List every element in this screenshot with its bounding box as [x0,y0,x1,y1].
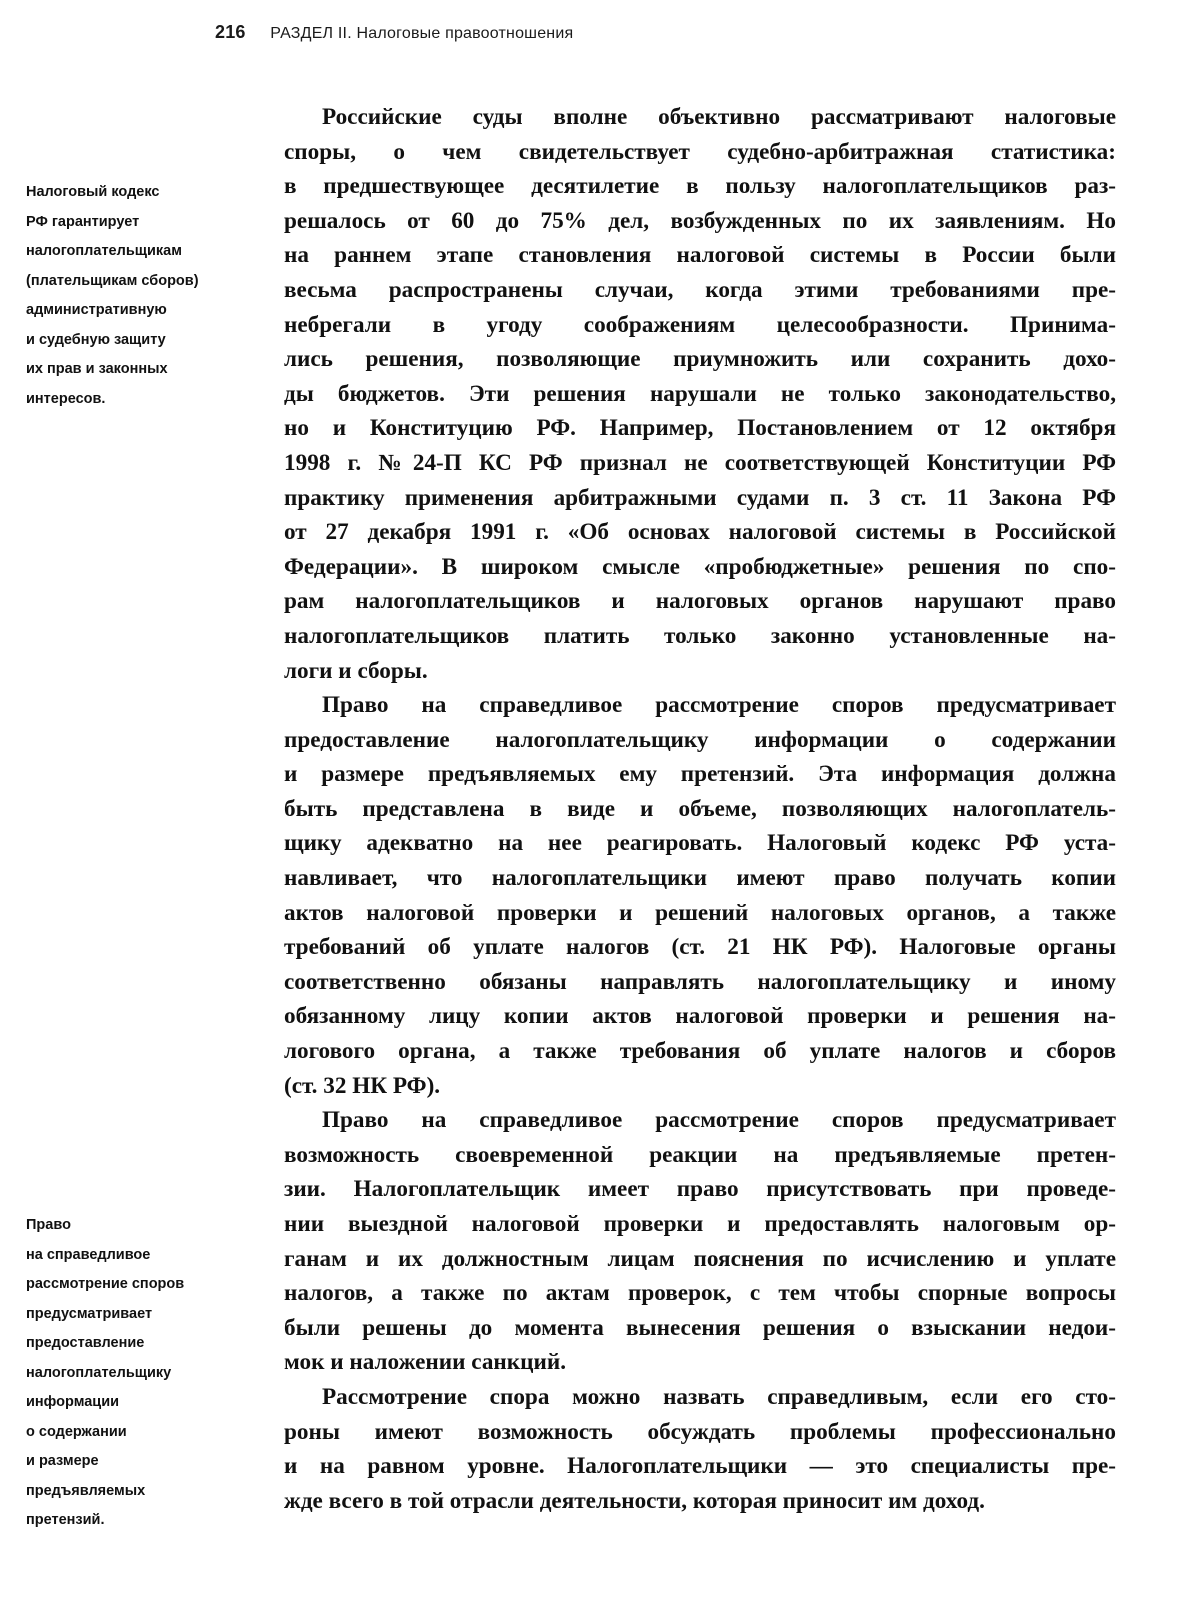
text-line: споры, о чем свидетельствует судебно-арбитражная статистика: [284,138,1116,165]
margin-note-line: рассмотрение споров [26,1276,185,1292]
text-line: лись решения, позволяющие приумножить или сохранить дохо- [284,346,1116,373]
paragraph [284,100,1116,688]
margin-note [26,1211,266,1536]
text-line: на раннем этапе становления налоговой системы в России были [284,242,1116,269]
text-line: Право на справедливое рассмотрение споров предусматривает [322,692,1116,719]
margin-note-line: их прав и законных [26,361,168,377]
body-text [284,100,1116,1518]
margin-note-line: Право [26,1217,71,1233]
margin-note-line: административную [26,302,167,318]
text-line: весьма распространены случаи, когда этими требованиями пре- [284,276,1116,303]
text-line: требований об уплате налогов (ст. 21 НК РФ). Налоговые органы [284,934,1116,961]
running-header [215,22,573,43]
paragraph [284,1380,1116,1518]
text-line: были решены до момента вынесения решения о взыскании недои- [284,1314,1116,1341]
margin-note-line: на справедливое [26,1246,151,1263]
margin-note-line: налогоплательщикам [26,243,182,259]
text-line: соответственно обязаны направлять налогоплательщику и иному [284,968,1116,995]
margin-note-line: и судебную защиту [26,331,166,348]
text-line: решалось от 60 до 75% дел, возбужденных по их заявлениям. Но [284,207,1116,234]
text-line: зии. Налогоплательщик имеет право присутствовать при проведе- [284,1176,1116,1203]
paragraph [284,688,1116,1103]
margin-note-line: предусматривает [26,1305,153,1322]
text-line: логи и сборы. [284,657,428,684]
text-line: от 27 декабря 1991 г. «Об основах налоговой системы в Российской [284,519,1116,546]
page-number: 216 [215,22,246,42]
text-line: предоставление налогоплательщику информации о содержании [284,726,1116,753]
text-line: логового органа, а также требования об уплате налогов и сборов [284,1038,1116,1065]
text-line: практику применения арбитражными судами п. 3 ст. 11 Закона РФ [284,484,1116,511]
text-line: Федерации». В широком смысле «пробюджетные» решения по спо- [284,553,1116,580]
text-line: но и Конституцию РФ. Например, Постановлением от 12 октября [284,415,1116,442]
text-line: ганам и их должностным лицам пояснения по исчислению и уплате [284,1245,1116,1272]
paragraph [284,1103,1116,1380]
text-line: быть представлена в виде и объеме, позволяющих налогоплатель- [284,795,1116,822]
margin-note-line: и размере [26,1453,99,1469]
text-line: в предшествующее десятилетие в пользу налогоплательщиков раз- [284,173,1116,200]
margin-note-line: о содержании [26,1423,127,1440]
text-line: возможность своевременной реакции на предъявляемые претен- [284,1141,1116,1168]
text-line: и размере предъявляемых ему претензий. Эта информация должна [284,761,1116,788]
text-line: жде всего в той отрасли деятельности, которая приносит им доход. [284,1487,985,1514]
text-line: рам налогоплательщиков и налоговых органов нарушают право [284,588,1116,615]
text-line: налогоплательщиков платить только законно установленные на- [284,622,1116,649]
text-line: щику адекватно на нее реагировать. Налоговый кодекс РФ уста- [284,830,1116,857]
margin-note-line: РФ гарантирует [26,213,140,230]
margin-note-line: интересов. [26,390,106,407]
margin-note-line: предоставление [26,1335,145,1351]
margin-note [26,178,266,414]
running-title: РАЗДЕЛ II. Налоговые правоотношения [270,25,574,42]
text-line: 1998 г. №24-П КС РФ признал не соответствующей Конституции РФ [284,449,1116,476]
text-line: небрегали в угоду соображениям целесообразности. Принима- [284,311,1116,338]
text-line: роны имеют возможность обсуждать проблемы профессионально [284,1418,1116,1445]
text-line: ды бюджетов. Эти решения нарушали не только законодательство, [284,380,1116,407]
text-line: (ст. 32 НК РФ). [284,1072,441,1099]
text-line: нии выездной налоговой проверки и предоставлять налоговым ор- [284,1211,1116,1237]
text-line: навливает, что налогоплательщики имеют право получать копии [284,865,1116,892]
margin-note-line: предъявляемых [26,1482,146,1499]
text-line: мок и наложении санкций. [284,1349,567,1376]
text-line: Российские суды вполне объективно рассматривают налоговые [322,104,1116,130]
margin-note-line: Налоговый кодекс [26,184,160,200]
text-line: налогов, а также по актам проверок, с тем чтобы спорные вопросы [284,1280,1116,1307]
margin-note-line: информации [26,1394,120,1410]
margin-note-line: налогоплательщику [26,1364,172,1381]
margin-note-line: претензий. [26,1512,105,1528]
text-line: обязанному лицу копии актов налоговой проверки и решения на- [284,1003,1116,1030]
margin-note-line: (плательщикам сборов) [26,272,199,289]
text-line: актов налоговой проверки и решений налоговых органов, а также [284,899,1116,926]
text-line: Рассмотрение спора можно назвать справедливым, если его сто- [322,1383,1116,1410]
text-line: и на равном уровне. Налогоплательщики — это специалисты пре- [284,1453,1116,1480]
text-line: Право на справедливое рассмотрение споров предусматривает [322,1107,1116,1134]
